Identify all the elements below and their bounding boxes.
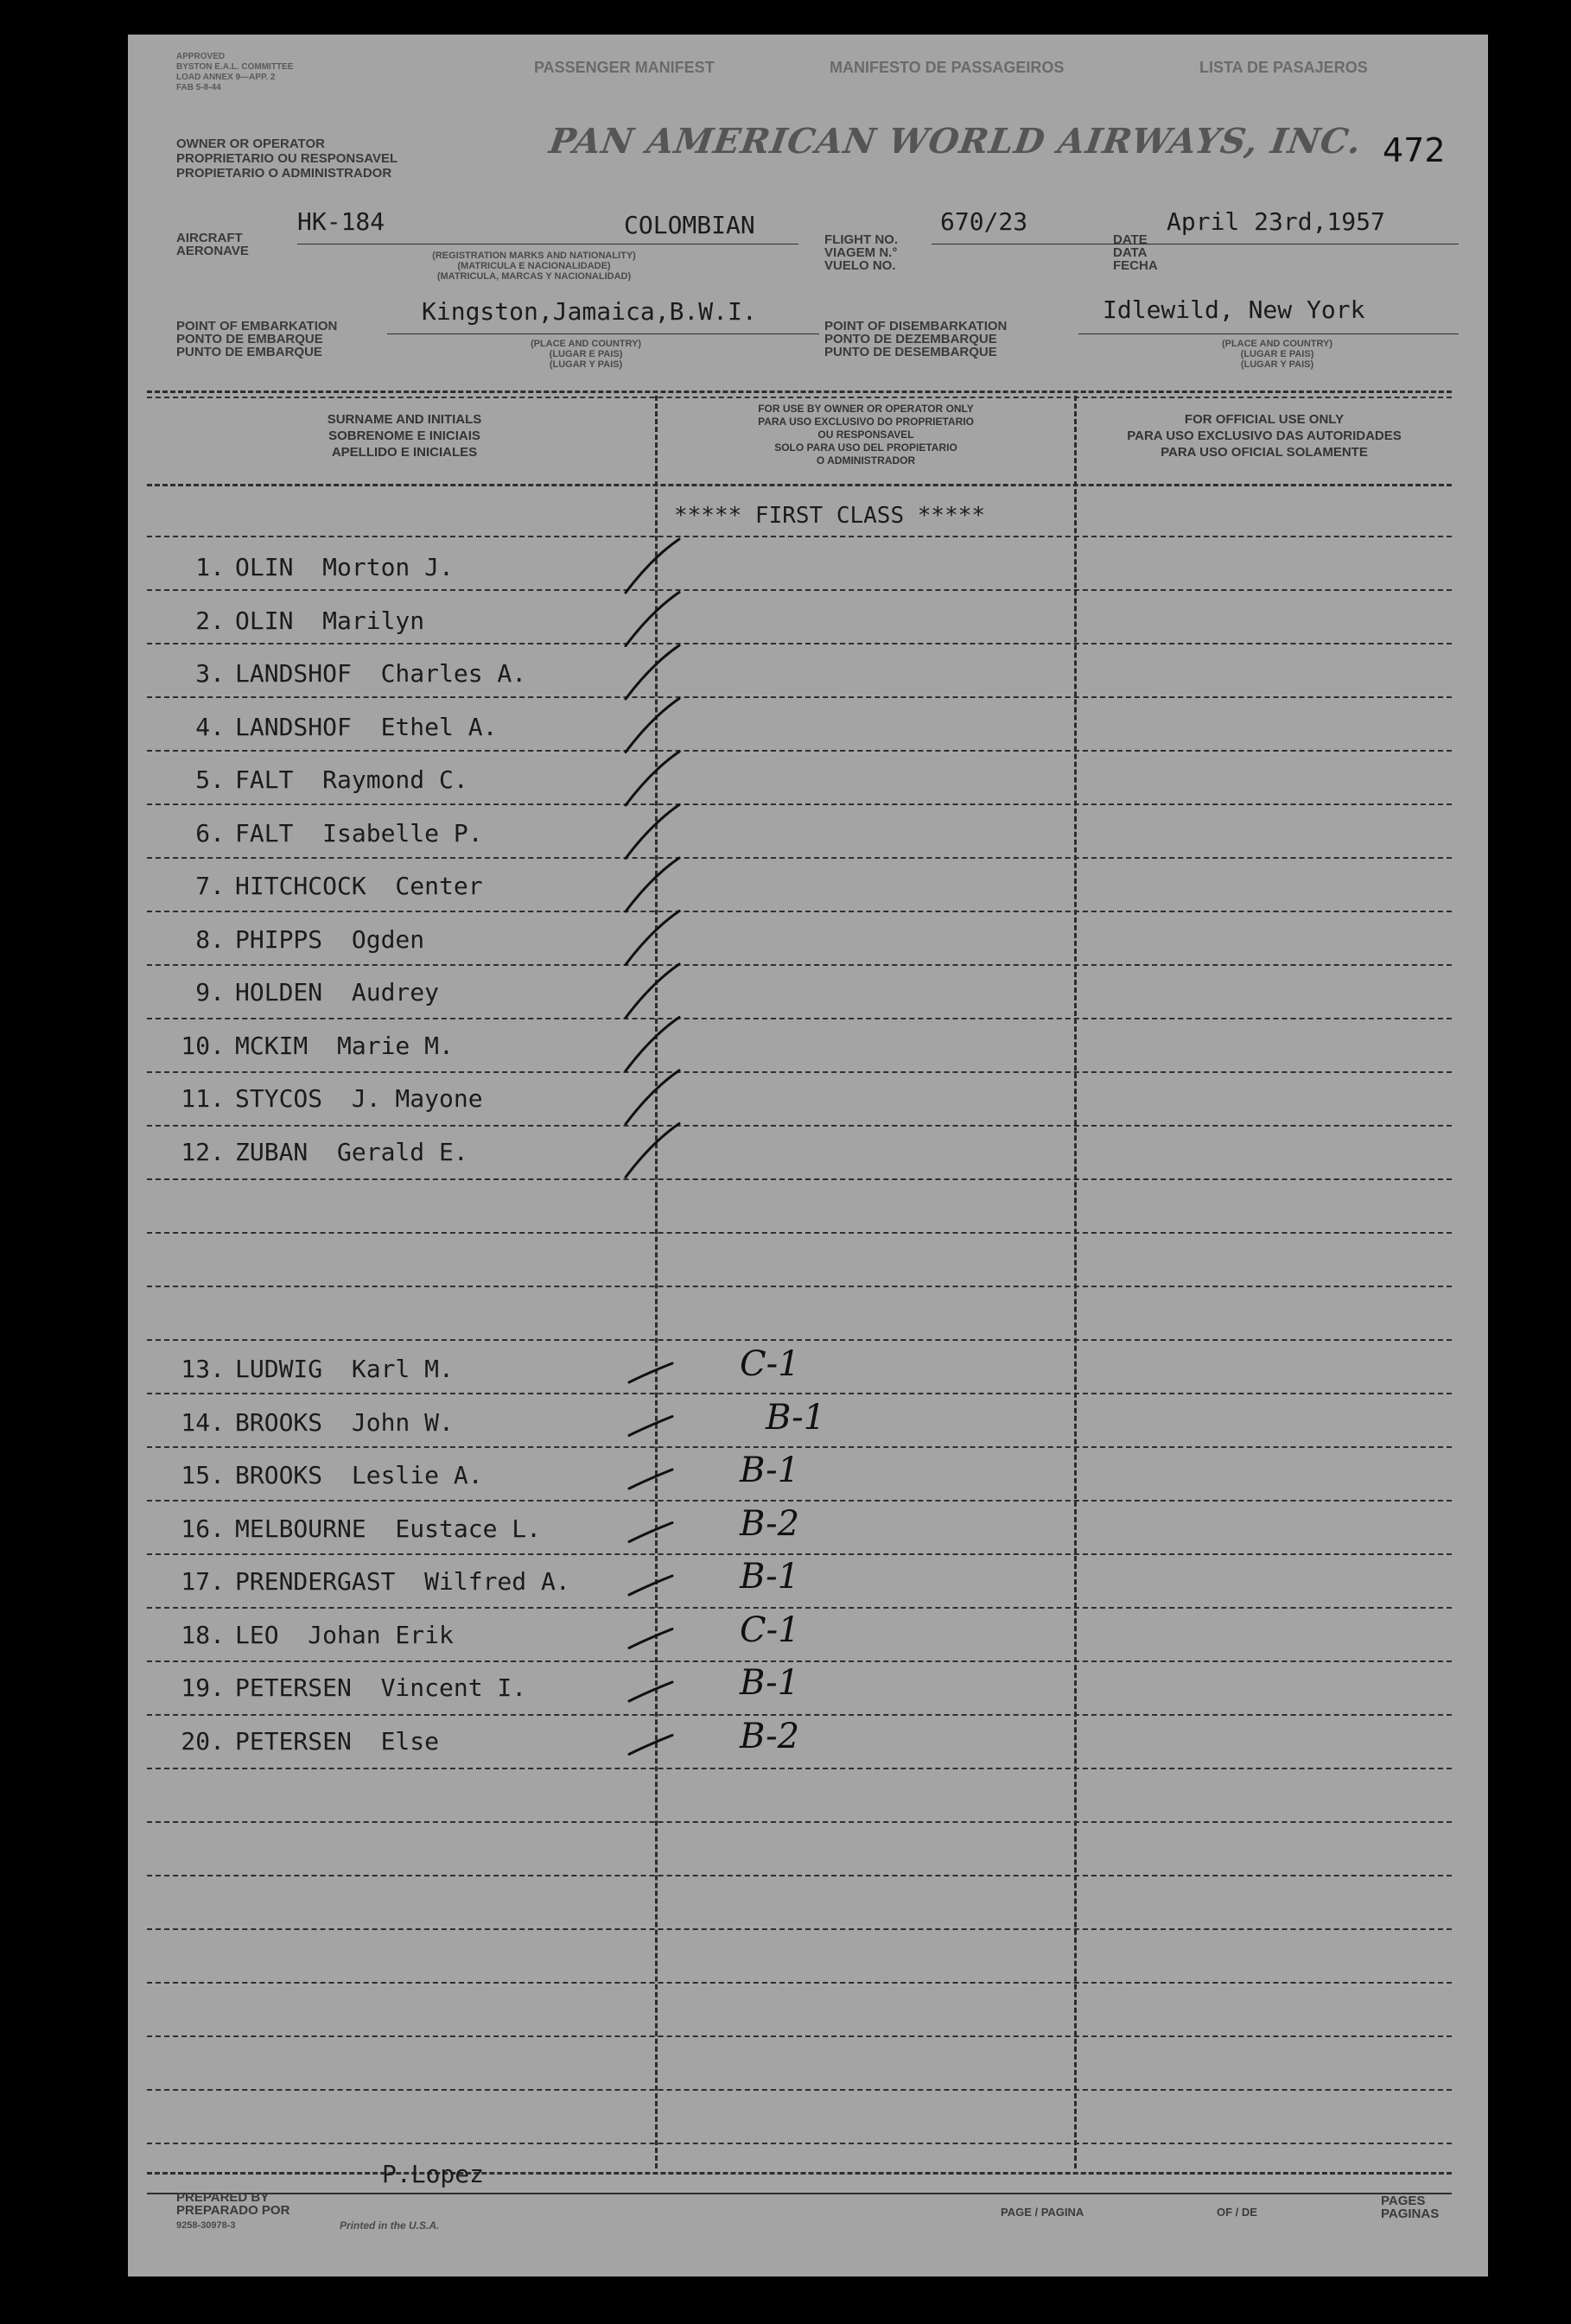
title-es: LISTA DE PASAJEROS — [1199, 59, 1368, 76]
handwritten-code: B-1 — [740, 1451, 800, 1490]
embark-label-line: POINT OF EMBARKATION — [176, 319, 338, 333]
passenger-name: LANDSHOF Charles A. — [235, 659, 527, 688]
tick-mark — [626, 1018, 679, 1071]
handwritten-code: B-1 — [766, 1397, 826, 1438]
passenger-name: FALT Raymond C. — [235, 765, 468, 794]
handwritten-code: C-1 — [740, 1610, 800, 1650]
passenger-number: 10. — [181, 1031, 225, 1060]
owner-label-line: PROPRIETARIO OU RESPONSAVEL — [176, 151, 398, 166]
tick-marks — [128, 35, 1488, 2276]
tick-mark — [629, 1576, 672, 1595]
owner-header-line: SOLO PARA USO DEL PROPIETARIO — [774, 441, 957, 454]
passenger-number: 2. — [195, 606, 225, 635]
tick-mark — [626, 699, 679, 752]
tick-mark — [626, 593, 679, 646]
printed-in: Printed in the U.S.A. — [340, 2219, 440, 2232]
passenger-number: 15. — [181, 1461, 225, 1489]
owner-header-line: OU RESPONSAVEL — [817, 429, 914, 441]
date-label-line: DATE — [1113, 232, 1148, 247]
approval-line: LOAD ANNEX 9---APP. 2 — [176, 73, 276, 82]
aircraft-value: HK-184 — [297, 207, 385, 236]
page-label: PAGE / PAGINA — [1001, 2206, 1084, 2219]
place-note-line: (PLACE AND COUNTRY) — [530, 339, 642, 349]
tick-mark — [626, 1124, 679, 1178]
passenger-number: 14. — [181, 1407, 225, 1437]
tick-mark — [629, 1736, 672, 1755]
tick-mark — [626, 805, 679, 859]
place-note-line: (LUGAR Y PAIS) — [1240, 359, 1314, 370]
tick-mark — [629, 1523, 672, 1542]
passenger-name: LUDWIG Karl M. — [235, 1355, 454, 1383]
names-header-line: SURNAME AND INITIALS — [327, 412, 482, 427]
passenger-name: STYCOS J. Mayone — [235, 1084, 483, 1113]
prepared-label — [176, 2191, 289, 2217]
prepared-label-line: PREPARED BY — [176, 2190, 270, 2205]
nationality-value: COLOMBIAN — [624, 211, 755, 239]
embarkation-value: Kingston,Jamaica,B.W.I. — [422, 297, 757, 326]
passenger-number: 7. — [195, 872, 225, 900]
tick-mark — [629, 1470, 672, 1489]
pages-label-line: PAGES — [1381, 2194, 1426, 2208]
flight-number-value: 670/23 — [940, 207, 1028, 236]
passenger-name: MELBOURNE Eustace L. — [235, 1514, 542, 1543]
passenger-number: 9. — [195, 978, 225, 1006]
tick-mark — [626, 964, 679, 1018]
owner-label-line: OWNER OR OPERATOR — [176, 137, 325, 151]
passenger-name: ZUBAN Gerald E. — [235, 1137, 468, 1166]
names-header-line: SOBRENOME E INICIAIS — [328, 429, 480, 443]
first-class-heading: ***** FIRST CLASS ***** — [674, 503, 986, 529]
title-pt: MANIFESTO DE PASSAGEIROS — [830, 59, 1065, 76]
passenger-name: LEO Johan Erik — [235, 1620, 454, 1649]
owner-label-line: PROPIETARIO O ADMINISTRADOR — [176, 166, 392, 181]
passenger-name: OLIN Marilyn — [235, 606, 425, 635]
embark-label-line: PONTO DE EMBARQUE — [176, 332, 323, 346]
disembark-label-line: POINT OF DISEMBARKATION — [824, 319, 1008, 333]
handwritten-code: B-2 — [740, 1503, 800, 1544]
place-note-line: (LUGAR E PAIS) — [1240, 349, 1314, 359]
date-value: April 23rd,1957 — [1167, 207, 1385, 236]
tick-mark — [626, 752, 679, 805]
passenger-number: 12. — [181, 1137, 225, 1166]
passenger-number: 16. — [181, 1514, 225, 1543]
names-header-line: APELLIDO E INICIALES — [331, 445, 478, 460]
handwritten-code: B-1 — [740, 1663, 800, 1703]
disembarkation-value: Idlewild, New York — [1103, 295, 1365, 324]
footer-rule — [147, 2193, 1452, 2194]
passenger-name: LANDSHOF Ethel A. — [235, 712, 498, 741]
airline-name: PAN AMERICAN WORLD AIRWAYS, INC. — [546, 121, 1364, 162]
date-label-line: FECHA — [1113, 258, 1158, 273]
tick-mark — [629, 1417, 672, 1436]
passenger-name: PETERSEN Else — [235, 1726, 440, 1756]
aircraft-label-line: AERONAVE — [176, 244, 249, 258]
registration-note-line: (REGISTRATION MARKS AND NATIONALITY) — [432, 251, 636, 261]
owner-header-line: FOR USE BY OWNER OR OPERATOR ONLY — [758, 403, 974, 415]
passenger-number: 8. — [195, 924, 225, 954]
pages-label — [1381, 2194, 1439, 2220]
aircraft-label-line: AIRCRAFT — [176, 231, 243, 245]
passenger-name: HITCHCOCK Center — [235, 872, 483, 900]
tick-mark — [629, 1363, 672, 1382]
flight-label-line: VIAGEM N.° — [824, 245, 898, 260]
passenger-name: MCKIM Marie M. — [235, 1031, 454, 1060]
official-header-line: PARA USO OFICIAL SOLAMENTE — [1161, 445, 1368, 460]
passenger-name: HOLDEN Audrey — [235, 978, 440, 1006]
form-number: 9258-30978-3 — [176, 2220, 236, 2231]
passenger-name: PRENDERGAST Wilfred A. — [235, 1567, 570, 1596]
passenger-name: FALT Isabelle P. — [235, 818, 483, 848]
passenger-number: 4. — [195, 712, 225, 741]
tick-mark — [626, 858, 679, 911]
place-note-line: (LUGAR Y PAIS) — [549, 359, 623, 370]
registration-note-line: (MATRICULA, MARCAS Y NACIONALIDAD) — [436, 271, 632, 282]
registration-note-line: (MATRICULA E NACIONALIDADE) — [457, 261, 611, 271]
passenger-number: 18. — [181, 1620, 225, 1649]
official-header-line: PARA USO EXCLUSIVO DAS AUTORIDADES — [1127, 429, 1402, 443]
approval-line: APPROVED — [176, 52, 226, 61]
tick-mark — [626, 645, 679, 699]
passenger-number: 1. — [195, 553, 225, 581]
passenger-number: 13. — [181, 1355, 225, 1383]
date-label-line: DATA — [1113, 245, 1148, 260]
approval-line: BYSTON E.A.L. COMMITTEE — [176, 62, 294, 72]
handwritten-code: B-2 — [740, 1716, 800, 1756]
handwritten-code: C-1 — [740, 1344, 800, 1384]
prepared-by-value: P.Lopez — [382, 2160, 485, 2188]
manifest-number: 472 — [1383, 131, 1446, 169]
embark-label-line: PUNTO DE EMBARQUE — [176, 345, 322, 359]
disembark-label-line: PUNTO DE DESEMBARQUE — [824, 345, 997, 359]
passenger-name: PETERSEN Vincent I. — [235, 1673, 527, 1702]
tick-mark — [629, 1682, 672, 1701]
place-note-line: (LUGAR E PAIS) — [549, 349, 623, 359]
passenger-name: OLIN Morton J. — [235, 553, 454, 581]
owner-header-line: PARA USO EXCLUSIVO DO PROPRIETARIO — [758, 416, 974, 428]
of-label: OF / DE — [1217, 2206, 1257, 2219]
passenger-number: 6. — [195, 818, 225, 848]
handwritten-code: B-1 — [740, 1557, 800, 1597]
passenger-name: BROOKS John W. — [235, 1407, 454, 1437]
passenger-name: PHIPPS Ogden — [235, 924, 425, 954]
flight-label-line: FLIGHT NO. — [824, 232, 898, 247]
passenger-number: 19. — [181, 1673, 225, 1702]
passenger-number: 20. — [181, 1726, 225, 1756]
tick-mark — [626, 539, 679, 593]
passenger-number: 3. — [195, 659, 225, 688]
pages-label-line: PAGINAS — [1381, 2207, 1440, 2221]
tick-mark — [629, 1629, 672, 1648]
title-en: PASSENGER MANIFEST — [534, 59, 715, 76]
owner-header-line: O ADMINISTRADOR — [816, 454, 916, 467]
tick-mark — [626, 1070, 679, 1124]
flight-label-line: VUELO NO. — [824, 258, 896, 273]
official-header-line: FOR OFFICIAL USE ONLY — [1184, 412, 1345, 427]
passenger-number: 17. — [181, 1567, 225, 1596]
place-note-line: (PLACE AND COUNTRY) — [1221, 339, 1333, 349]
approval-line: FAB 5-8-44 — [176, 83, 221, 92]
disembark-label-line: PONTO DE DEZEMBARQUE — [824, 332, 997, 346]
prepared-label-line: PREPARADO POR — [176, 2203, 290, 2218]
manifest-page — [128, 35, 1488, 2276]
passenger-number: 11. — [181, 1084, 225, 1113]
passenger-name: BROOKS Leslie A. — [235, 1461, 483, 1489]
passenger-number: 5. — [195, 765, 225, 794]
tick-mark — [626, 911, 679, 965]
